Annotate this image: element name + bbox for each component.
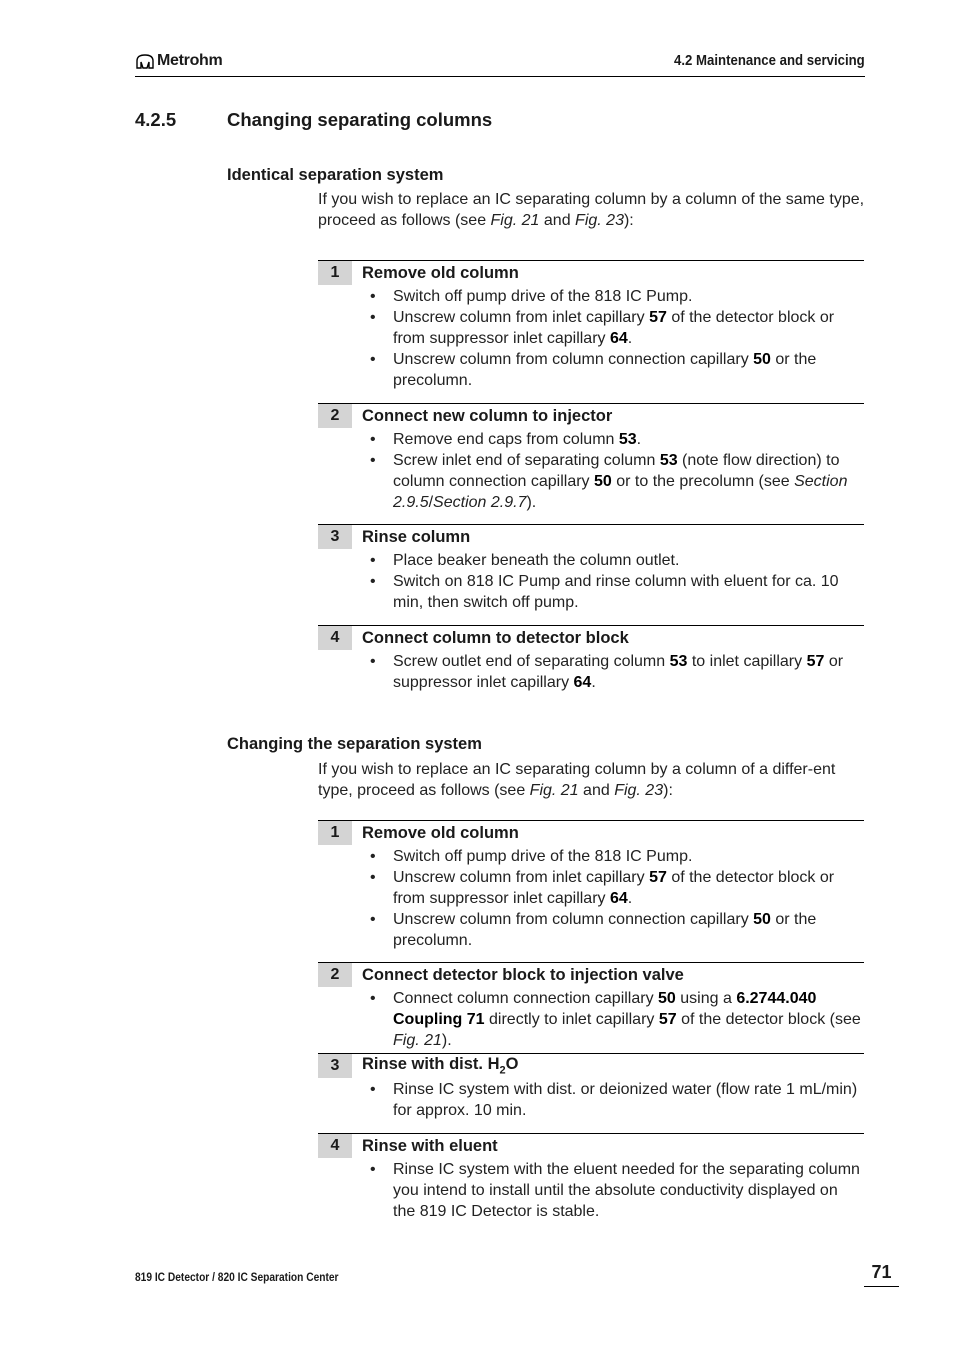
page-number: 71 [864,1262,899,1287]
step-changing-3 [318,1053,864,1121]
step-bullet-list [318,286,864,391]
list-item: • Rinse IC system with dist. or deionized water (flow rate 1 mL/min) for approx. 10 min. [318,1079,864,1121]
step-bullet-list [318,550,864,613]
step-identical-1 [318,260,864,391]
list-item: • Unscrew column from column connection capillary 50 or the precolumn. [318,349,864,391]
step-number: 2 [318,963,352,987]
step-header [318,525,864,549]
metrohm-logo-icon [135,53,155,69]
step-changing-1 [318,820,864,951]
step-number: 2 [318,404,352,428]
step-title: Rinse with eluent [362,1136,498,1155]
step-number: 3 [318,1054,352,1078]
page-header [135,50,865,77]
step-identical-2 [318,403,864,513]
step-bullet-list [318,1079,864,1121]
step-header [318,626,864,650]
step-number: 4 [318,1134,352,1158]
step-header [318,1054,864,1078]
step-title: Remove old column [362,823,519,842]
section-title-text: Changing separating columns [227,109,493,130]
step-changing-4 [318,1133,864,1222]
step-header [318,261,864,285]
step-number: 1 [318,821,352,845]
brand-name: Metrohm [157,52,223,69]
step-number: 1 [318,261,352,285]
step-identical-3 [318,524,864,613]
section-title [135,109,492,131]
step-header [318,963,864,987]
intro-changing: If you wish to replace an IC separating column by a column of a differ-ent type, proceed as follows (see Fig. 21 and Fig. 23): [318,761,836,799]
step-header [318,404,864,428]
list-item: • Connect column connection capillary 50 using a 6.2744.040 Coupling 71 directly to inlet capillary 57 of the detector block (see Fig. 21). [318,988,864,1051]
list-item: • Switch on 818 IC Pump and rinse column with eluent for ca. 10 min, then switch off pump. [318,571,864,613]
section-number: 4.2.5 [135,109,177,130]
header-section-title: 4.2 Maintenance and servicing [674,52,865,69]
list-item: • Screw inlet end of separating column 53 (note flow direction) to column connection capillary 50 or to the precolumn (see Section 2.9.5/Section 2.9.7). [318,450,864,513]
list-item: • Unscrew column from column connection capillary 50 or the precolumn. [318,909,864,951]
step-number: 4 [318,626,352,650]
subheading-identical: Identical separation system [227,166,444,184]
step-changing-2 [318,962,864,1051]
step-bullet-list [318,846,864,951]
list-item: • Unscrew column from inlet capillary 57 of the detector block or from suppressor inlet capillary 64. [318,867,864,909]
step-bullet-list [318,1159,864,1222]
step-header [318,1134,864,1158]
step-title: Connect column to detector block [362,628,629,647]
step-identical-4 [318,625,864,693]
brand-logo [135,52,222,70]
step-title: Rinse with dist. $H_2O$ [362,1055,519,1077]
intro-identical: If you wish to replace an IC separating column by a column of the same type, proceed as follows (see Fig. 21 and Fig. 23): [318,191,865,229]
list-item: • Place beaker beneath the column outlet. [318,550,864,571]
step-bullet-list [318,988,864,1051]
step-title: Connect new column to injector [362,406,613,425]
list-item: • Rinse IC system with the eluent needed for the separating column you intend to install until the absolute conductivity displayed on the 819 IC Detector is stable. [318,1159,864,1222]
step-bullet-list [318,651,864,693]
list-item: • Screw outlet end of separating column 53 to inlet capillary 57 or suppressor inlet capillary 64. [318,651,864,693]
step-title: Rinse column [362,527,471,546]
list-item: • Remove end caps from column 53. [318,429,864,450]
subheading-changing: Changing the separation system [227,735,482,753]
list-item: • Switch off pump drive of the 818 IC Pump. [318,846,864,867]
step-title: Remove old column [362,263,519,282]
step-number: 3 [318,525,352,549]
list-item: • Switch off pump drive of the 818 IC Pump. [318,286,864,307]
step-title: Connect detector block to injection valve [362,965,684,984]
step-bullet-list [318,429,864,513]
footer-document-title: 819 IC Detector / 820 IC Separation Center [135,1270,339,1284]
list-item: • Unscrew column from inlet capillary 57 of the detector block or from suppressor inlet capillary 64. [318,307,864,349]
step-header [318,821,864,845]
